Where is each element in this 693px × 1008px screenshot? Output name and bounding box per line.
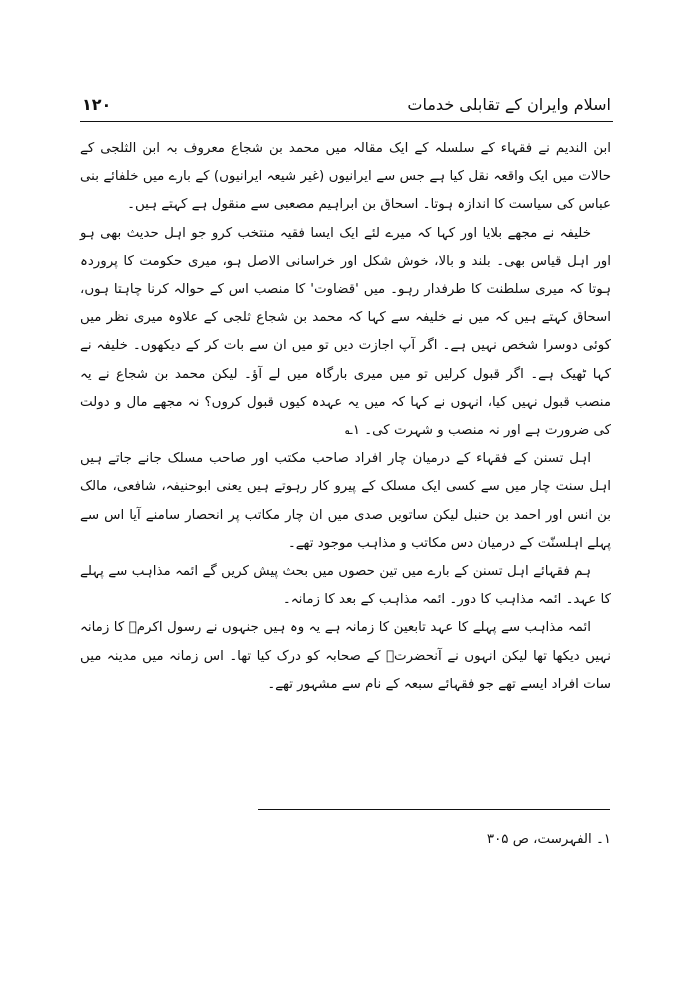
paragraph-four-schools: اہل تسنن کے فقہاء کے درمیان چار افراد صاحب مکتب اور صاحب مسلک جانے جاتے ہیں اہل سنت چار میں سے کسی ایک مسلک کے پیرو کار رہوتے ہیں یعنی ابوحنیفہ، شافعی، مالک بن انس اور احمد بن حنبل لیکن ساتویں صدی میں ان چار مکاتب پر انحصار سامنے آیا اس سے پہلے اہلسنّت کے درمیان دس مکاتب و مذاہب موجود تھے۔ [80,451,611,551]
paragraph-ibn-nadim: ابن الندیم نے فقہاء کے سلسلہ کے ایک مقالہ میں محمد بن شجاع معروف بہ ابن الثلجی کے حالات میں ایک واقعہ نقل کیا ہے جس سے ایرانیوں (غیر شیعہ ایرانیوں) کے بارے میں خلفائے بنی عباس کی سیاست کا اندازہ ہوتا۔ اسحاق بن ابراہیم مصعبی سے منقول ہے کہتے ہیں۔ [80,141,611,213]
paragraph-three-periods: ہم فقہائے اہل تسنن کے بارے میں تین حصوں میں بحث پیش کریں گے ائمہ مذاہب سے پہلے کا عہد۔ ائمہ مذاہب کا دور۔ ائمہ مذاہب کے بعد کا زمانہ۔ [80,564,611,608]
page-number: ۱۲۰ [82,95,112,114]
header-rule [80,121,613,122]
paragraph-caliph-story: خلیفہ نے مجھے بلایا اور کہا کہ میرے لئے ایک ایسا فقیہ منتخب کرو جو اہل حدیث بھی ہو اور اہل قیاس بھی۔ بلند و بالا، خوش شکل اور خراسانی الاصل ہو، میری حکومت کا پروردہ ہوتا کہ میری سلطنت کا طرفدار رہو۔ میں 'قضاوت' کا منصب اس کے حوالہ کرنا چاہتا ہوں، اسحاق کہتے ہیں کہ میں نے خلیفہ سے کہا کہ محمد بن شجاع ثلجی کے علاوہ میری نظر میں کوئی دوسرا شخص نہیں ہے۔ اگر آپ اجازت دیں تو میں ان سے بات کر کے دیکھوں۔ خلیفہ نے کہا ٹھیک ہے۔ اگر قبول کرلیں تو میں میری بارگاہ میں لے آؤ۔ لیکن محمد بن شجاع نے یہ منصب قبول نہیں کیا، انہوں نے کہا کہ میں یہ عہدہ کیوں قبول کروں؟ نہ مجھے مال و دولت کی ضرورت ہے اور نہ منصب و شہرت کی۔ ۱؎ [80,225,611,439]
footnote: ۱۔ الفہرست، ص ۳۰۵ [486,832,611,847]
paragraph-tabiun-era: ائمہ مذاہب سے پہلے کا عہد تابعین کا زمانہ ہے یہ وہ ہیں جنہوں نے رسول اکرمؐ کا زمانہ نہیں دیکھا تھا لیکن انہوں نے آنحضرتؐ کے صحابہ کو درک کیا تھا۔ اس زمانہ میں مدینہ میں سات افراد ایسے تھے جو فقہائے سبعہ کے نام سے مشہور تھے۔ [80,620,611,692]
running-header-title: اسلام وایران کے تقابلی خدمات [407,95,611,114]
body-text [80,135,611,699]
footnote-separator [258,809,610,810]
